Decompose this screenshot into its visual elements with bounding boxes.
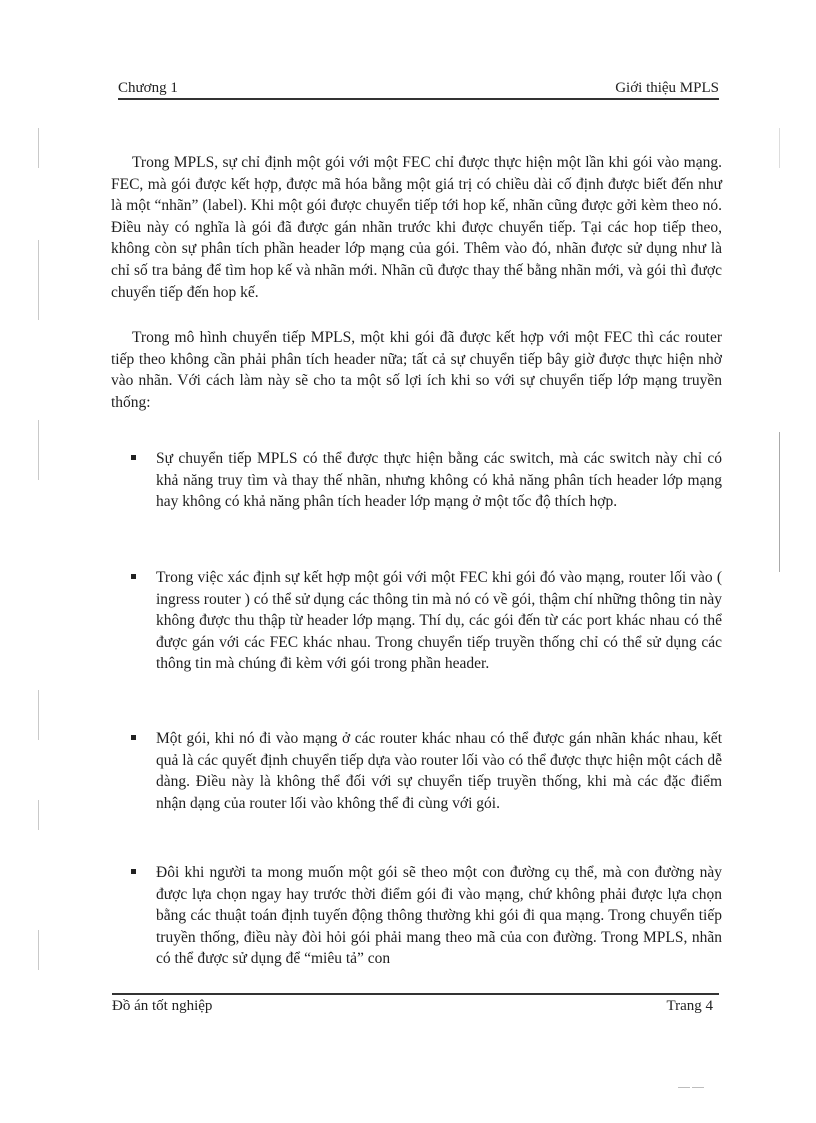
page-footer [112,998,713,1018]
bullet-square-icon [131,869,136,874]
bullet-item [131,728,722,814]
bullet-item [131,567,722,675]
page-number: Trang 4 [666,998,713,1014]
paragraph-1: Trong MPLS, sự chỉ định một gói với một FEC chỉ được thực hiện một lần khi gói vào mạng. FEC, mà gói được kết hợp, được mã hóa bằng một giá trị có chiều dài cố định được biết đến như là một “nhãn” (label). Khi một gói được chuyển tiếp tới hop kế, nhãn cũng được gởi kèm theo nó. Điều này có nghĩa là gói đã được gán nhãn trước khi được chuyển tiếp. Tại các hop tiếp theo, không còn sự phân tích phần header lớp mạng của gói. Thêm vào đó, nhãn được sử dụng như là chỉ số tra bảng để tìm hop kế và nhãn mới. Nhãn cũ được thay thế bằng nhãn mới, và gói thì được chuyển tiếp đến hop kế. [111,154,722,301]
scan-artifact [38,690,39,740]
scan-artifact [38,128,39,168]
bullet-text: Đôi khi người ta mong muốn một gói sẽ theo một con đường cụ thể, mà con đường này được lựa chọn ngay hay trước thời điểm gói đi vào mạng, chứ không phải được lựa chọn bằng các thuật toán định tuyến động thông thường khi gói đi qua mạng. Trong chuyển tiếp truyền thống, điều này đòi hỏi gói phải mang theo mã của con đường. Trong MPLS, nhãn có thể được sử dụng để “miêu tả” con [156,864,722,968]
bullet-text: Sự chuyển tiếp MPLS có thể được thực hiện bằng các switch, mà các switch này chỉ có khả năng truy tìm và thay thế nhãn, nhưng không có khả năng phân tích header lớp mạng hay không có khả năng phân tích header lớp mạng ở một tốc độ thích hợp. [156,450,722,511]
chapter-label: Chương 1 [118,80,178,96]
scan-artifact [678,1087,690,1088]
bullet-square-icon [131,574,136,579]
paragraph-2: Trong mô hình chuyển tiếp MPLS, một khi gói đã được kết hợp với một FEC thì các router tiếp theo không cần phải phân tích header nữa; tất cả sự chuyển tiếp bây giờ được thực hiện nhờ vào nhãn. Với cách làm này sẽ cho ta một số lợi ích khi so với sự chuyển tiếp lớp mạng truyền thống: [111,329,722,411]
bullet-item [131,862,722,970]
bullet-text: Một gói, khi nó đi vào mạng ở các router khác nhau có thể được gán nhãn khác nhau, kết quả là các quyết định chuyển tiếp dựa vào router lối vào có thể được thực hiện một cách dễ dàng. Điều này là không thể đối với sự chuyển tiếp truyền thống, khi mà các đặc điểm nhận dạng của router lối vào không thể đi cùng với gói. [156,730,722,812]
footer-rule [112,993,719,995]
bullet-square-icon [131,735,136,740]
header-rule [118,98,719,100]
scan-artifact [779,128,780,168]
bullet-item [131,448,722,513]
scan-artifact [779,432,780,572]
scan-artifact [38,420,39,480]
bullet-square-icon [131,455,136,460]
bullet-text: Trong việc xác định sự kết hợp một gói với một FEC khi gói đó vào mạng, router lối vào ( ingress router ) có thể sử dụng các thông tin mà nó có về gói, thậm chí những thông tin này không được thu thập từ header lớp mạng. Thí dụ, các gói đến từ các port khác nhau có thể được gán với các FEC khác nhau. Trong chuyển tiếp truyền thống chỉ có thể sử dụng các thông tin mà chúng đi kèm với gói trong phần header. [156,569,722,673]
scan-artifact [38,800,39,830]
scan-artifact [38,930,39,970]
section-title: Giới thiệu MPLS [615,80,719,96]
page-header [118,80,719,100]
footer-title: Đồ án tốt nghiệp [112,998,213,1014]
scan-artifact [38,240,39,320]
scan-artifact [692,1087,704,1088]
